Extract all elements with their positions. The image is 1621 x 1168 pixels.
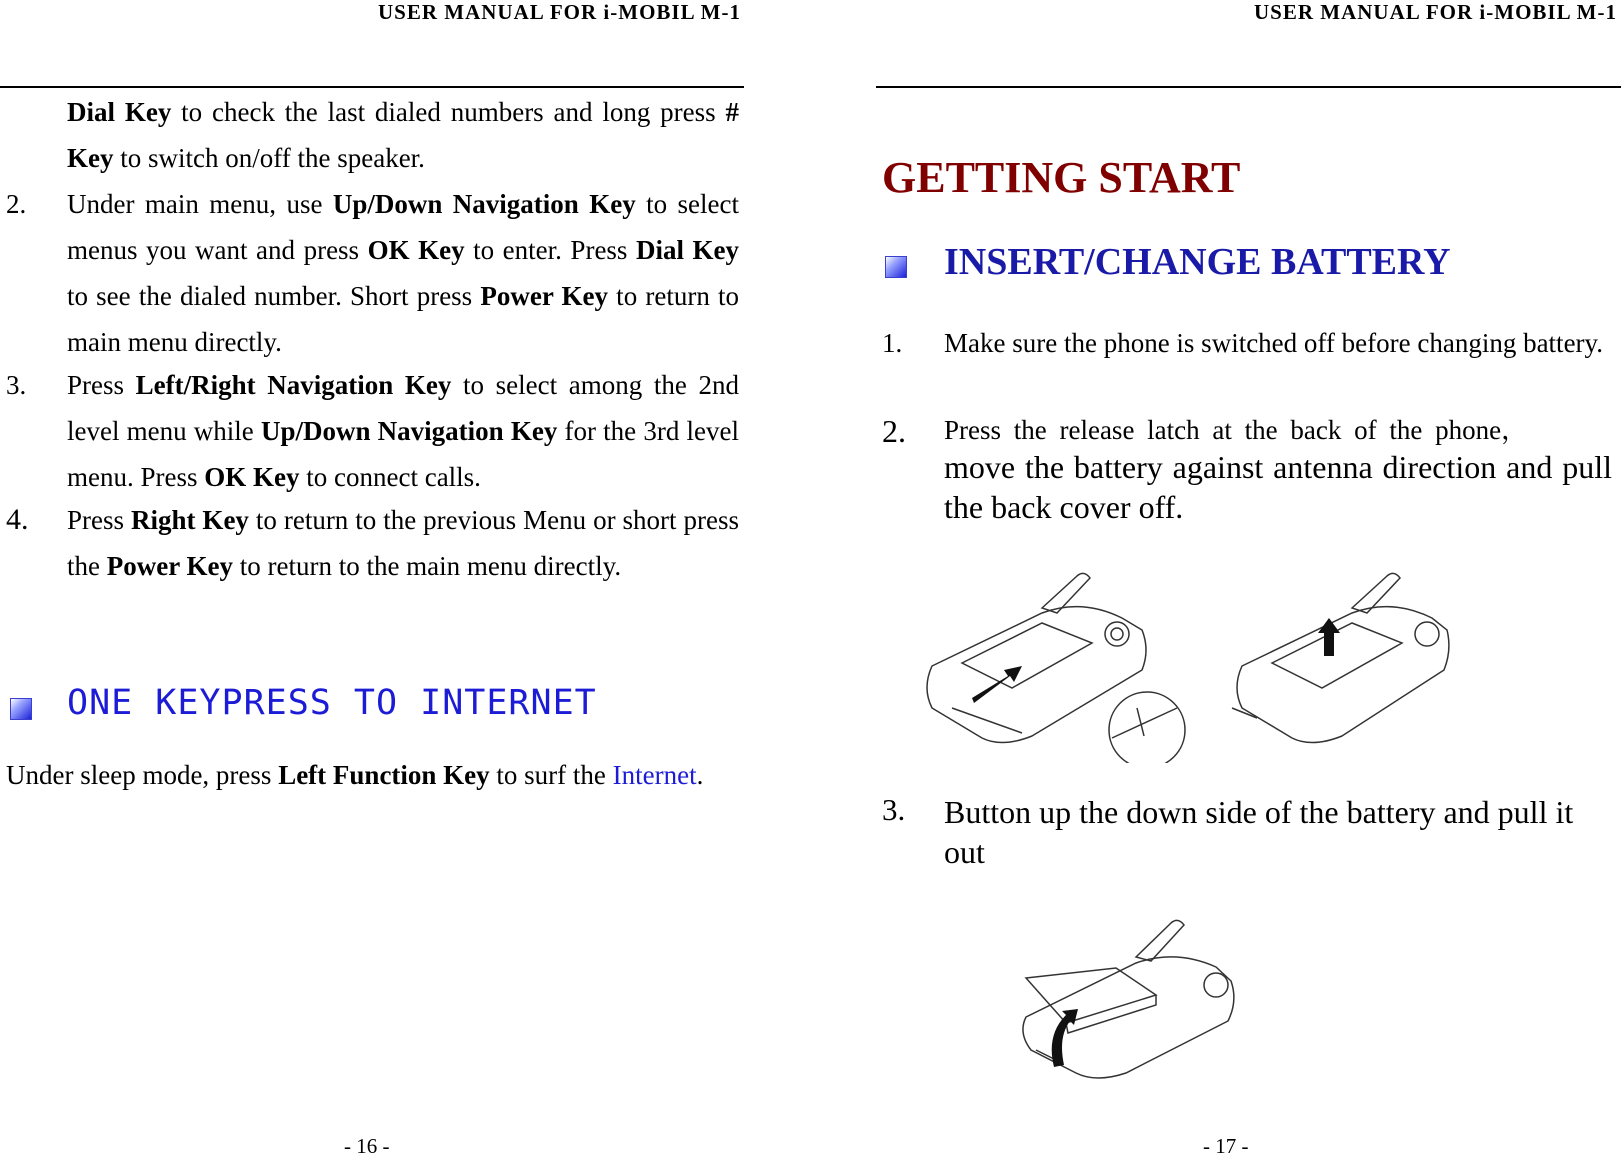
section-title-battery: INSERT/CHANGE BATTERY [944,241,1451,283]
text: for the 3rd level menu. Press [67,416,739,492]
item3-text [67,362,739,500]
text: to return to the previous Menu or short press the [67,505,739,581]
battery [1026,968,1156,1023]
text: to select among the 2nd level menu while [67,370,739,446]
page-number: - 16 - [344,1134,390,1158]
text: to surf the [489,760,613,790]
item2-text [67,181,739,365]
text: to return to main menu directly. [67,281,739,357]
right-page [876,0,1621,1168]
section-bullet-icon [10,698,32,720]
left-page [0,0,745,1168]
step3-number: 3. [882,792,906,827]
term: OK Key [367,235,465,265]
internet-paragraph [6,752,739,798]
item2-number: 2. [6,189,27,219]
text: move the battery against antenna direction and pull the back cover off. [944,449,1612,525]
item1-continuation [67,89,739,181]
item4-text [67,497,739,589]
term: Left Function Key [278,760,490,790]
text: to return to the main menu directly. [232,551,622,581]
term: Right Key [130,505,249,535]
arrow-curved-up-icon [1052,1009,1078,1067]
header-rule [876,86,1621,88]
item4-number: 4. [6,503,29,536]
term: Power Key [106,551,233,581]
internet-link[interactable]: Internet [612,760,697,790]
text: Press the release latch at the back of the phone， [944,415,1529,445]
text: to switch on/off the speaker. [113,143,425,173]
page-header: USER MANUAL FOR i-MOBIL M-1 [1254,0,1617,24]
page-number: - 17 - [1203,1134,1249,1158]
text: Press [67,505,131,535]
battery-pullout-illustration [1016,905,1256,1085]
text: to see the dialed number. Short press [67,281,481,311]
step2-text [944,413,1612,527]
section-bullet-icon [885,256,907,278]
term: Dial Key [635,235,739,265]
step1-number: 1. [882,328,903,358]
text: Under main menu, use [67,189,333,219]
term: Left/Right Navigation Key [135,370,452,400]
header-rule [0,86,744,88]
hash-key-term: # Key [67,97,739,173]
term: OK Key [204,462,300,492]
arrow-up-icon [1318,618,1340,656]
text: Press [67,370,136,400]
text: to enter. Press [464,235,636,265]
text: to select menus you want and press [67,189,739,265]
term: Up/Down Navigation Key [332,189,636,219]
dial-key-term: Dial Key [67,97,172,127]
text: to connect calls. [299,462,481,492]
page-title: GETTING START [882,153,1241,202]
step1-text: Make sure the phone is switched off before changing battery. [944,328,1604,358]
text: . [696,760,704,790]
step3-text: Button up the down side of the battery and pull it out [944,794,1574,870]
item3-number: 3. [6,370,27,400]
term: Up/Down Navigation Key [260,416,558,446]
text: to check the last dialed numbers and long press [171,97,726,127]
battery-removal-illustration [892,558,1452,763]
section-title-internet: ONE KEYPRESS TO INTERNET [67,683,597,723]
text: Under sleep mode, press [6,760,279,790]
page-header: USER MANUAL FOR i-MOBIL M-1 [378,0,741,24]
step2-number: 2. [882,413,906,449]
term: Power Key [480,281,609,311]
detail-circle [1109,692,1185,763]
